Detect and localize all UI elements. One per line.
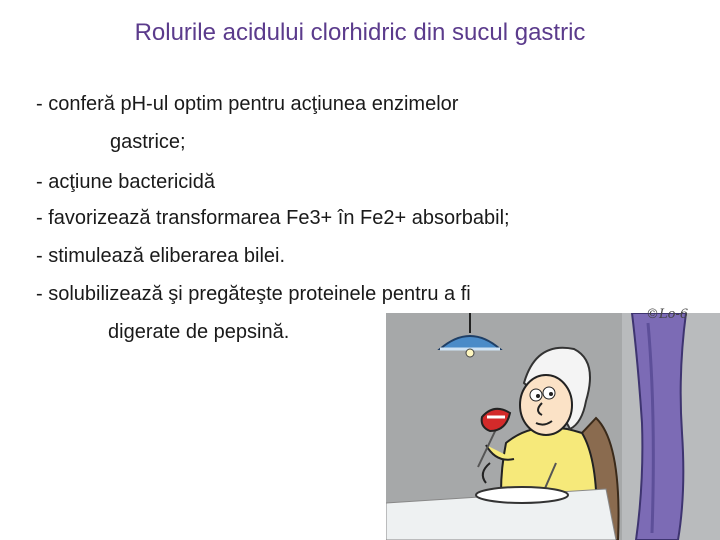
- pupil: [536, 394, 540, 398]
- bullet-item: - solubilizează şi pregăteşte proteinele pentru a fi: [36, 283, 471, 305]
- head: [520, 375, 572, 435]
- bullet-item-continuation: gastrice;: [110, 131, 186, 153]
- slide-title: Rolurile acidului clorhidric din sucul gastric: [134, 19, 586, 46]
- lamp-bulb: [466, 349, 474, 357]
- bullet-item-continuation: digerate de pepsină.: [108, 321, 290, 343]
- pupil: [549, 392, 553, 396]
- bullet-item: - acţiune bactericidă: [36, 171, 215, 193]
- artist-signature: ©Lo-6: [646, 307, 689, 322]
- bullet-item: - conferă pH-ul optim pentru acţiunea enzimelor: [36, 93, 459, 115]
- cartoon-illustration: [386, 313, 720, 540]
- bullet-item: - favorizează transformarea Fe3+ în Fe2+ absorbabil;: [36, 207, 510, 229]
- eye: [530, 389, 542, 401]
- plate: [476, 487, 568, 503]
- bullet-item: - stimulează eliberarea bilei.: [36, 245, 286, 267]
- eye: [543, 387, 555, 399]
